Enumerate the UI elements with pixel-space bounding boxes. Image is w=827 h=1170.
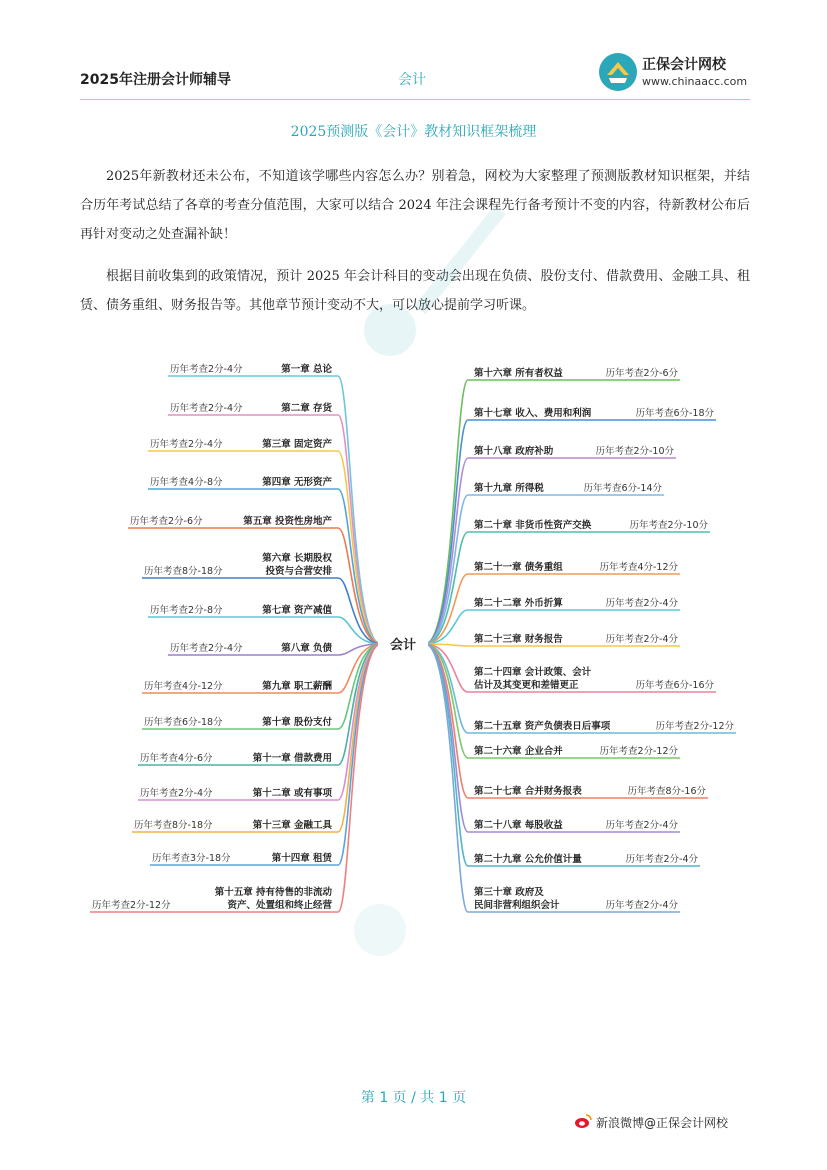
left-chapter-node [90,886,338,912]
right-branch-curve [425,644,468,866]
chapter-title: 第二十一章 债务重组 [474,562,563,573]
weibo-icon [574,1113,592,1129]
score-range: 历年考查2分-12分 [92,900,171,911]
left-chapter-node [148,476,338,489]
chapter-title: 第二十二章 外币折算 [474,598,563,609]
document-title: 2025预测版《会计》教材知识框架梳理 [290,124,537,140]
score-range: 历年考查3分-18分 [152,853,231,864]
score-range: 历年考查8分-18分 [134,820,213,831]
chapter-title: 第七章 资产减值 [262,605,332,616]
score-range: 历年考查2分-10分 [629,520,708,531]
chapter-title: 第八章 负债 [281,643,332,654]
score-range: 历年考查2分-12分 [655,721,734,732]
left-chapter-node [138,787,338,800]
chapter-title: 第三章 固定资产 [262,439,332,450]
score-range: 历年考查2分-6分 [605,368,678,379]
left-chapter-node [148,604,338,617]
chapter-title: 第三十章 政府及 [474,887,544,898]
chapter-title: 第二十九章 公允价值计量 [474,854,582,865]
right-chapter-node [468,367,680,380]
score-range: 历年考查2分-4分 [605,598,678,609]
right-chapter-node [468,561,680,574]
chapter-title: 第十五章 持有待售的非流动 [214,887,332,898]
chapter-title: 投资与合营安排 [265,566,332,577]
page-number: 第 1 页 / 共 1 页 [360,1090,467,1106]
right-chapter-node [468,785,708,798]
policy-paragraph: 根据目前收集到的政策情况，预计 2025 年会计科目的变动会出现在负债、股份支付、借款费用、金融工具、租赁、债务重组、财务报告等。其他章节预计变动不大，可以放心提前学习听课。 [80,269,750,313]
right-chapter-node [468,633,680,646]
logo-url: www.chinaacc.com [642,75,748,88]
chapter-title: 民间非营利组织会计 [474,900,560,911]
score-range: 历年考查4分-6分 [140,753,213,764]
chapter-title: 第十章 股份支付 [262,717,332,728]
chapter-title: 第二十六章 企业合并 [474,746,563,757]
chapter-title: 第十一章 借款费用 [252,753,332,764]
score-range: 历年考查4分-12分 [599,562,678,573]
left-chapter-node [168,402,338,415]
left-chapter-node [132,819,338,832]
chapter-title: 第二十五章 资产负债表日后事项 [474,721,611,732]
score-range: 历年考查2分-4分 [170,364,243,375]
chapter-title: 第二十八章 每股收益 [474,820,563,831]
chapter-title: 第十七章 收入、费用和利润 [474,408,592,419]
chapter-title: 第二十四章 会计政策、会计 [474,667,592,678]
chinaacc-logo[interactable] [598,50,758,94]
score-range: 历年考查2分-4分 [605,634,678,645]
chapter-title: 第十六章 所有者权益 [474,368,563,379]
chapter-title: 第十八章 政府补助 [474,446,554,457]
left-chapter-node [148,438,338,451]
score-range: 历年考查2分-4分 [170,403,243,414]
chapter-title: 第六章 长期股权 [262,553,332,564]
chinaacc-logo-icon [598,52,638,92]
score-range: 历年考查4分-8分 [150,477,223,488]
mindmap [0,340,827,920]
left-chapter-node [138,752,338,765]
mindmap-center-node [378,630,428,658]
chapter-title: 资产、处置组和终止经营 [227,900,332,911]
chapter-title: 第一章 总论 [281,364,332,375]
score-range: 历年考查2分-4分 [170,643,243,654]
left-chapter-node [168,642,338,655]
left-chapter-node [142,680,338,693]
chapter-title: 第四章 无形资产 [262,477,332,488]
score-range: 历年考查2分-10分 [595,446,674,457]
chapter-title: 第十四章 租赁 [271,853,332,864]
right-chapter-node [468,720,736,733]
weibo-handle[interactable] [596,1114,728,1131]
score-range: 历年考查6分-16分 [635,680,714,691]
score-range: 历年考查2分-4分 [625,854,698,865]
chapter-title: 第十三章 金融工具 [252,820,332,831]
right-branch-curve [425,420,468,644]
right-chapter-node [468,745,680,758]
score-range: 历年考查2分-4分 [605,820,678,831]
chapter-title: 估计及其变更和差错更正 [474,680,579,691]
right-chapter-node [468,445,676,458]
score-range: 历年考查6分-14分 [583,483,662,494]
score-range: 历年考查4分-12分 [144,681,223,692]
chapter-title: 第二十章 非货币性资产交换 [474,520,592,531]
chapter-title: 第九章 职工薪酬 [262,681,332,692]
score-range: 历年考查2分-6分 [130,516,203,527]
right-chapter-node [468,853,700,866]
right-chapter-node [468,482,664,495]
right-chapter-node [468,886,680,912]
chapter-title: 第二十七章 合并财务报表 [474,786,582,797]
left-chapter-node [142,552,338,578]
chapter-title: 第十二章 或有事项 [252,788,332,799]
header-subject: 会计 [398,72,426,88]
left-chapter-node [142,716,338,729]
header-divider [80,99,750,100]
left-chapter-node [150,852,338,865]
weibo-label: 新浪微博@正保会计网校 [596,1116,729,1130]
score-range: 历年考查2分-4分 [605,900,678,911]
intro-paragraph: 2025年新教材还未公布，不知道该学哪些内容怎么办？别着急，网校为大家整理了预测版教材知识框架，并结合历年考试总结了各章的考查分值范围，大家可以结合 2024 年注会课程先行备考预计不变的内容，待新教材公布后再针对变动之处查漏补缺！ [80,169,750,242]
chapter-title: 第五章 投资性房地产 [243,516,332,527]
logo-name: 正保会计网校 [642,57,726,73]
right-chapter-node [468,597,680,610]
mindmap-center-label: 会计 [389,638,417,653]
score-range: 历年考查8分-18分 [144,566,223,577]
score-range: 历年考查6分-18分 [144,717,223,728]
score-range: 历年考查8分-16分 [627,786,706,797]
score-range: 历年考查6分-18分 [635,408,714,419]
score-range: 历年考查2分-12分 [599,746,678,757]
chapter-title: 第十九章 所得税 [474,483,544,494]
left-chapter-node [128,515,338,528]
right-chapter-node [468,519,710,532]
score-range: 历年考查2分-8分 [150,605,223,616]
right-chapter-node [468,819,680,832]
score-range: 历年考查2分-4分 [150,439,223,450]
score-range: 历年考查2分-4分 [140,788,213,799]
chapter-title: 第二十三章 财务报告 [474,634,563,645]
header-course-title: 2025年注册会计师辅导 [80,72,231,88]
right-chapter-node [468,407,716,420]
left-branch-curve [338,415,381,644]
chapter-title: 第二章 存货 [281,403,332,414]
left-chapter-node [168,363,338,376]
right-chapter-node [468,666,716,692]
